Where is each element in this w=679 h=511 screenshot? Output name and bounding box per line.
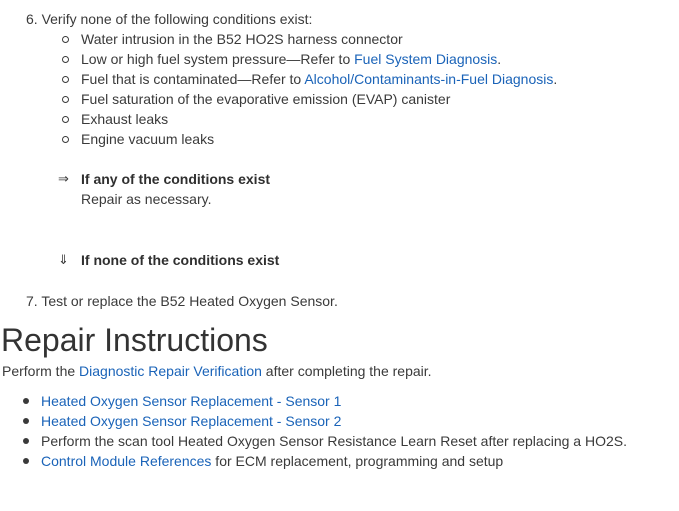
intro-text: after completing the repair. xyxy=(261,363,432,379)
bullet-circle-icon xyxy=(62,96,69,103)
bullet-circle-icon xyxy=(62,136,69,143)
list-item xyxy=(22,411,627,431)
condition-text: Water intrusion in the B52 HO2S harness connector xyxy=(81,31,403,47)
result-heading: If any of the conditions exist xyxy=(81,171,271,187)
bullet-dot-icon xyxy=(23,458,29,464)
list-item xyxy=(22,431,627,451)
bullet-dot-icon xyxy=(23,418,29,424)
list-item xyxy=(62,29,557,49)
bullet-circle-icon xyxy=(62,76,69,83)
step-number: 7. xyxy=(26,293,38,309)
intro-text: Perform the xyxy=(2,363,80,379)
conditions-list xyxy=(62,29,557,149)
repair-item-text: for ECM replacement, programming and setup xyxy=(211,453,504,469)
down-double-arrow-icon: ⇓ xyxy=(58,252,69,267)
step-6 xyxy=(26,9,312,29)
step-text: Verify none of the following conditions exist: xyxy=(41,11,313,27)
condition-suffix: . xyxy=(553,71,558,87)
diagnostic-repair-verification-link[interactable]: Diagnostic Repair Verification xyxy=(79,363,262,379)
bullet-dot-icon xyxy=(23,438,29,444)
list-item xyxy=(62,69,557,89)
bullet-circle-icon xyxy=(62,36,69,43)
step-7 xyxy=(26,291,338,311)
alcohol-contaminants-in-fuel-diagnosis-link[interactable]: Alcohol/Contaminants-in-Fuel Diagnosis xyxy=(304,71,554,87)
right-double-arrow-icon: ⇒ xyxy=(58,171,69,186)
repair-instructions-title: Repair Instructions xyxy=(1,322,268,358)
condition-text: Fuel saturation of the evaporative emission (EVAP) canister xyxy=(81,91,451,107)
condition-text: Fuel that is contaminated—Refer to xyxy=(81,71,305,87)
list-item xyxy=(62,49,557,69)
result-heading: If none of the conditions exist xyxy=(81,252,280,268)
list-item xyxy=(62,89,557,109)
condition-suffix: . xyxy=(497,51,502,67)
bullet-circle-icon xyxy=(62,116,69,123)
condition-text: Exhaust leaks xyxy=(81,111,169,127)
step-text: Test or replace the B52 Heated Oxygen Sensor. xyxy=(41,293,338,309)
fuel-system-diagnosis-link[interactable]: Fuel System Diagnosis xyxy=(354,51,498,67)
control-module-references-link[interactable]: Control Module References xyxy=(41,453,212,469)
ho2s-sensor-1-replacement-link[interactable]: Heated Oxygen Sensor Replacement - Sensor 1 xyxy=(41,393,342,409)
repair-item-text: Perform the scan tool Heated Oxygen Sensor Resistance Learn Reset after replacing a HO2S. xyxy=(41,433,627,449)
bullet-circle-icon xyxy=(62,56,69,63)
bullet-dot-icon xyxy=(23,398,29,404)
result-action: Repair as necessary. xyxy=(81,191,212,207)
list-item xyxy=(62,129,557,149)
repair-intro xyxy=(2,361,432,381)
condition-text: Low or high fuel system pressure—Refer to xyxy=(81,51,355,67)
ho2s-sensor-2-replacement-link[interactable]: Heated Oxygen Sensor Replacement - Sensor 2 xyxy=(41,413,342,429)
list-item xyxy=(62,109,557,129)
repair-list xyxy=(22,391,627,471)
step-number: 6. xyxy=(26,11,38,27)
list-item xyxy=(22,451,627,471)
list-item xyxy=(22,391,627,411)
condition-text: Engine vacuum leaks xyxy=(81,131,215,147)
